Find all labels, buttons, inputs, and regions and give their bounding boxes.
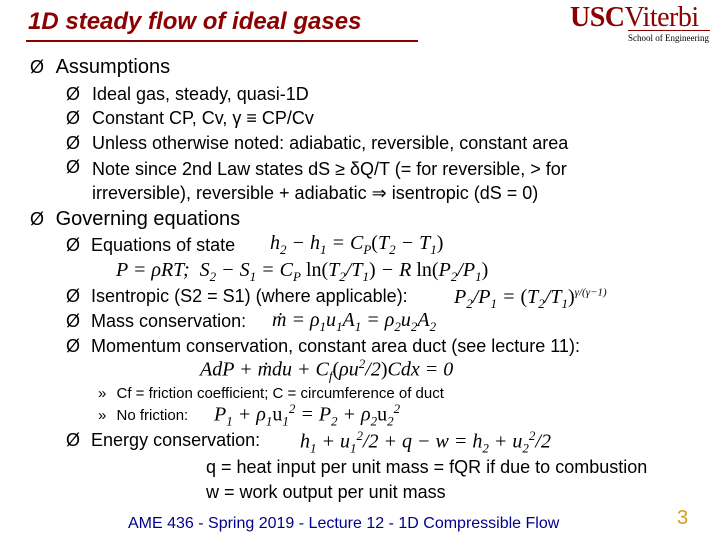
logo-viterbi-text: Viterbi — [624, 2, 699, 33]
mass-label: Mass conservation: — [91, 311, 247, 331]
bullet-arrow-icon: Ø — [66, 430, 81, 450]
enthalpy-equation: $h_2 - h_1 = C_P(T_2 - T_1)$ — [270, 232, 444, 257]
assumption-item — [66, 108, 314, 129]
mass-item — [66, 311, 246, 332]
bullet-arrow-icon: Ø — [66, 157, 81, 177]
entropy-equation: P = ρRT; $S_2 - S_1 = C_P$ $\ln(T_2/T_1) - R$ $\ln(P_2/P_1)$ — [116, 259, 489, 284]
isentropic-equation: $P_2/P_1 = (T_2/T_1)^{\gamma/(\gamma-1)}$ — [454, 286, 607, 311]
page-number: 3 — [677, 507, 689, 529]
slide-title: 1D steady flow of ideal gases — [28, 8, 362, 35]
state-equations-item — [66, 235, 235, 256]
assumption-text: Note since 2nd Law states dS ≥ δQ/T (= for reversible, > for irreversible), reversible + adiabatic ⇒ isentropic (dS = 0) — [92, 159, 567, 203]
no-friction-note — [98, 407, 188, 424]
assumptions-heading-text: Assumptions — [55, 56, 171, 78]
isentropic-item — [66, 286, 408, 307]
energy-item — [66, 430, 260, 451]
bullet-arrow-icon: Ø — [66, 336, 81, 356]
sub-bullet-icon: » — [98, 407, 107, 424]
state-equations-label: Equations of state — [91, 235, 236, 255]
isentropic-label: Isentropic (S2 = S1) (where applicable): — [91, 286, 408, 306]
title-underline — [26, 40, 418, 42]
momentum-item — [66, 336, 580, 357]
energy-equation: $h_1 + u_1^2/2 + q - w = h_2 + u_2^2/2$ — [300, 428, 551, 456]
w-definition: w = work output per unit mass — [206, 482, 446, 502]
friction-note — [98, 385, 444, 402]
governing-heading-text: Governing equations — [55, 208, 241, 230]
sub-bullet-icon: » — [98, 385, 107, 402]
assumption-text: Unless otherwise noted: adiabatic, reversible, constant area — [92, 133, 569, 153]
assumption-text: Constant CP, Cv, γ ≡ CP/Cv — [92, 108, 314, 128]
no-friction-label: No friction: — [116, 407, 189, 424]
momentum-label: Momentum conservation, constant area duct (see lecture 11): — [91, 336, 580, 356]
assumptions-heading — [30, 56, 170, 79]
logo-usc-text: USC — [570, 2, 625, 33]
mass-equation: ṁ = $\rho_1u_1A_1 = \rho_2u_2A_2$ — [272, 309, 437, 334]
bullet-arrow-icon: Ø — [66, 235, 81, 255]
energy-label: Energy conservation: — [91, 430, 261, 450]
momentum-equation: AdP + ṁdu + $C_f(\rho u^2/2)Cdx = 0$ — [200, 356, 454, 384]
slide-footer: AME 436 - Spring 2019 - Lecture 12 - 1D Compressible Flow — [128, 515, 560, 532]
bullet-arrow-icon: Ø — [66, 108, 81, 128]
governing-heading — [30, 208, 240, 231]
q-definition: q = heat input per unit mass = fQR if due to combustion — [206, 457, 648, 477]
friction-note-text: Cf = friction coefficient; C = circumference of duct — [116, 385, 444, 402]
bullet-arrow-icon: Ø — [30, 57, 45, 77]
assumption-text: Ideal gas, steady, quasi-1D — [92, 84, 309, 104]
logo-divider — [628, 30, 710, 31]
assumption-item — [66, 157, 567, 203]
assumption-item — [66, 133, 569, 154]
logo-subtitle: School of Engineering — [628, 33, 709, 43]
bullet-arrow-icon: Ø — [66, 286, 81, 306]
no-friction-equation: $P_1 + \rho_1u_1^2 = P_2 + \rho_2u_2^2$ — [214, 401, 401, 429]
assumption-item — [66, 84, 309, 105]
bullet-arrow-icon: Ø — [30, 209, 45, 229]
bullet-arrow-icon: Ø — [66, 84, 81, 104]
bullet-arrow-icon: Ø — [66, 311, 81, 331]
bullet-arrow-icon: Ø — [66, 133, 81, 153]
